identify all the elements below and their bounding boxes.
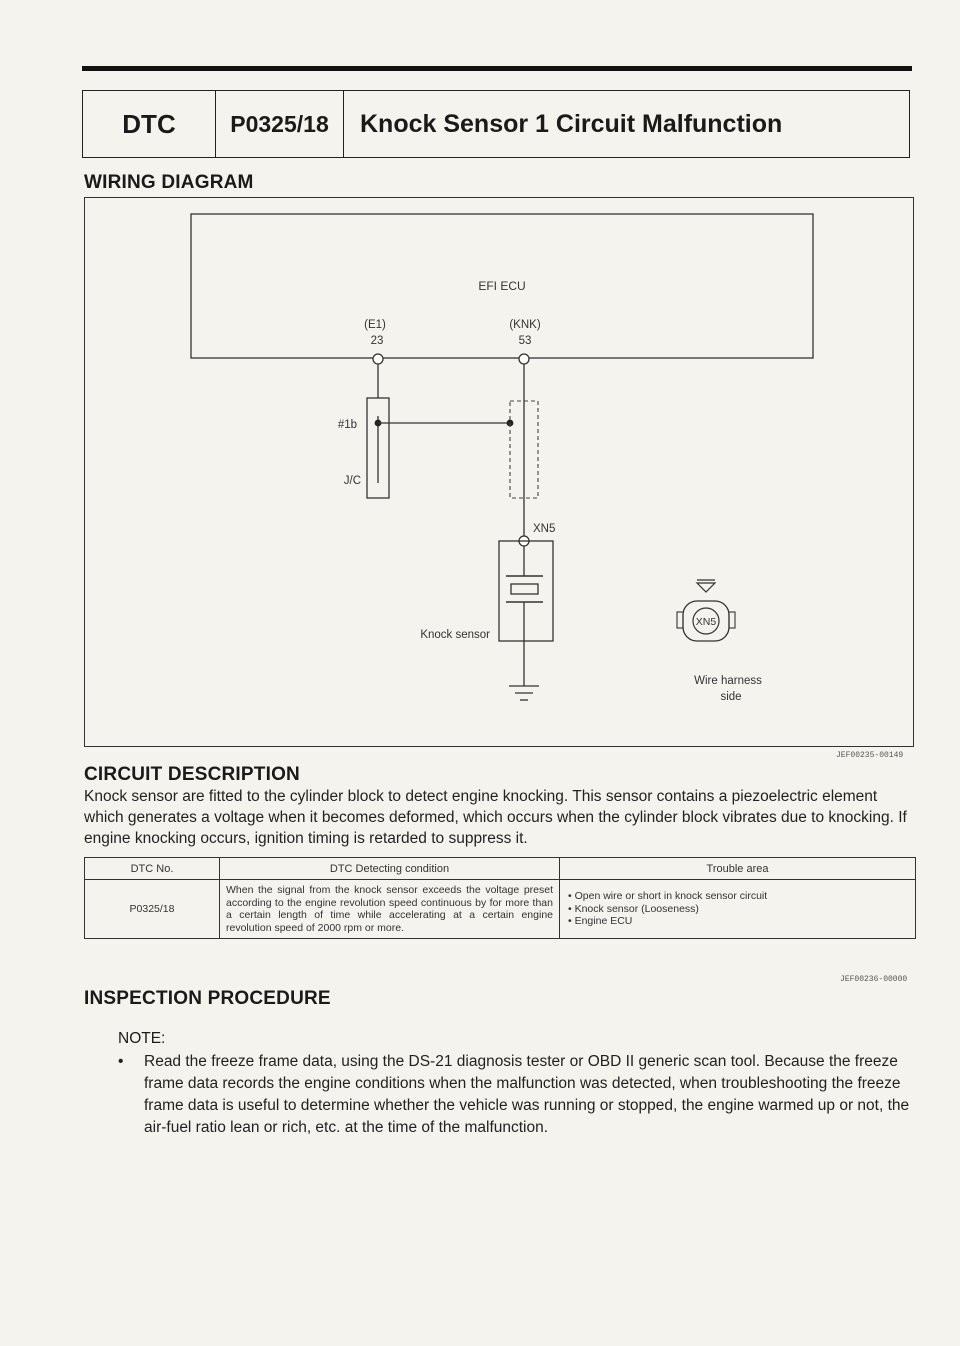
dtc-header: [82, 90, 910, 158]
top-rule: [82, 66, 912, 71]
harness-label-line1: Wire harness: [694, 675, 762, 687]
dtc-no-cell: P0325/18: [85, 880, 220, 939]
detecting-condition-cell: When the signal from the knock sensor exceeds the voltage preset according to the engine revolution speed continuous by for more than a certain length of time while accelerating at a certain engine revolution speed of 2000 rpm or more.: [220, 880, 560, 939]
inspection-procedure-heading: INSPECTION PROCEDURE: [84, 988, 331, 1009]
dtc-table-header-row: [85, 858, 916, 880]
connector-face-label: XN5: [695, 616, 717, 628]
dtc-label: DTC: [83, 91, 216, 157]
circuit-description-text: Knock sensor are fitted to the cylinder block to detect engine knocking. This sensor contains a piezoelectric element which generates a voltage when it becomes deformed, which occurs when the cylinder block vibrates due to knocking. If engine knocking occurs, ignition timing is retarded to suppress it.: [84, 788, 907, 847]
table-ref-code: JEF00236-00000: [840, 975, 908, 984]
xn5-label: XN5: [533, 523, 556, 535]
wiring-diagram-svg: [85, 198, 915, 748]
note-text: Read the freeze frame data, using the DS-21 diagnosis tester or OBD II generic scan tool. Because the freeze frame data records the engine conditions when the malfunction was detected, when troubleshooting the freeze frame data is useful to determine whether the vehicle was running or stopped, the engine warmed up or not, the air-fuel ratio lean or rich, etc. at the time of the malfunction.: [144, 1053, 910, 1136]
knock-sensor-body: [499, 541, 553, 641]
knock-sensor-label: Knock sensor: [420, 629, 490, 641]
trouble-area-list: [568, 890, 907, 928]
wiring-diagram: [84, 197, 914, 747]
connector-latch-left: [677, 612, 683, 628]
harness-label-line2: side: [720, 691, 742, 703]
piezo-element: [511, 584, 538, 594]
list-item: • Open wire or short in knock sensor circuit: [568, 890, 907, 903]
pin-e1-number: 23: [370, 335, 384, 347]
table-row: [85, 880, 916, 939]
dtc-title: Knock Sensor 1 Circuit Malfunction: [360, 109, 783, 138]
pin-knk-terminal: [519, 354, 529, 364]
circuit-description-heading: CIRCUIT DESCRIPTION: [84, 764, 300, 785]
header-dtc-no: DTC No.: [85, 858, 220, 880]
note-bullet: •: [118, 1053, 124, 1070]
list-item: • Engine ECU: [568, 915, 907, 928]
pin-knk-number: 53: [518, 335, 532, 347]
note-item: [118, 1051, 918, 1139]
pin-e1-terminal: [373, 354, 383, 364]
note-label: NOTE:: [118, 1030, 166, 1047]
jc-label: J/C: [343, 475, 361, 487]
pin-e1-name: (E1): [364, 319, 386, 331]
splice-label: #1b: [337, 419, 357, 431]
connector-latch-right: [729, 612, 735, 628]
header-detecting-condition: DTC Detecting condition: [220, 858, 560, 880]
connector-key-triangle: [697, 583, 715, 592]
dtc-table: [84, 857, 916, 939]
wiring-ref-code: JEF00235-00149: [836, 751, 904, 760]
pin-knk-name: (KNK): [509, 319, 541, 331]
list-item: • Knock sensor (Looseness): [568, 903, 907, 916]
header-trouble-area: Trouble area: [560, 858, 916, 880]
ecu-label: EFI ECU: [478, 279, 526, 293]
wiring-diagram-heading: WIRING DIAGRAM: [84, 172, 254, 193]
dtc-code: P0325/18: [216, 91, 344, 157]
trouble-area-cell: [560, 880, 916, 939]
